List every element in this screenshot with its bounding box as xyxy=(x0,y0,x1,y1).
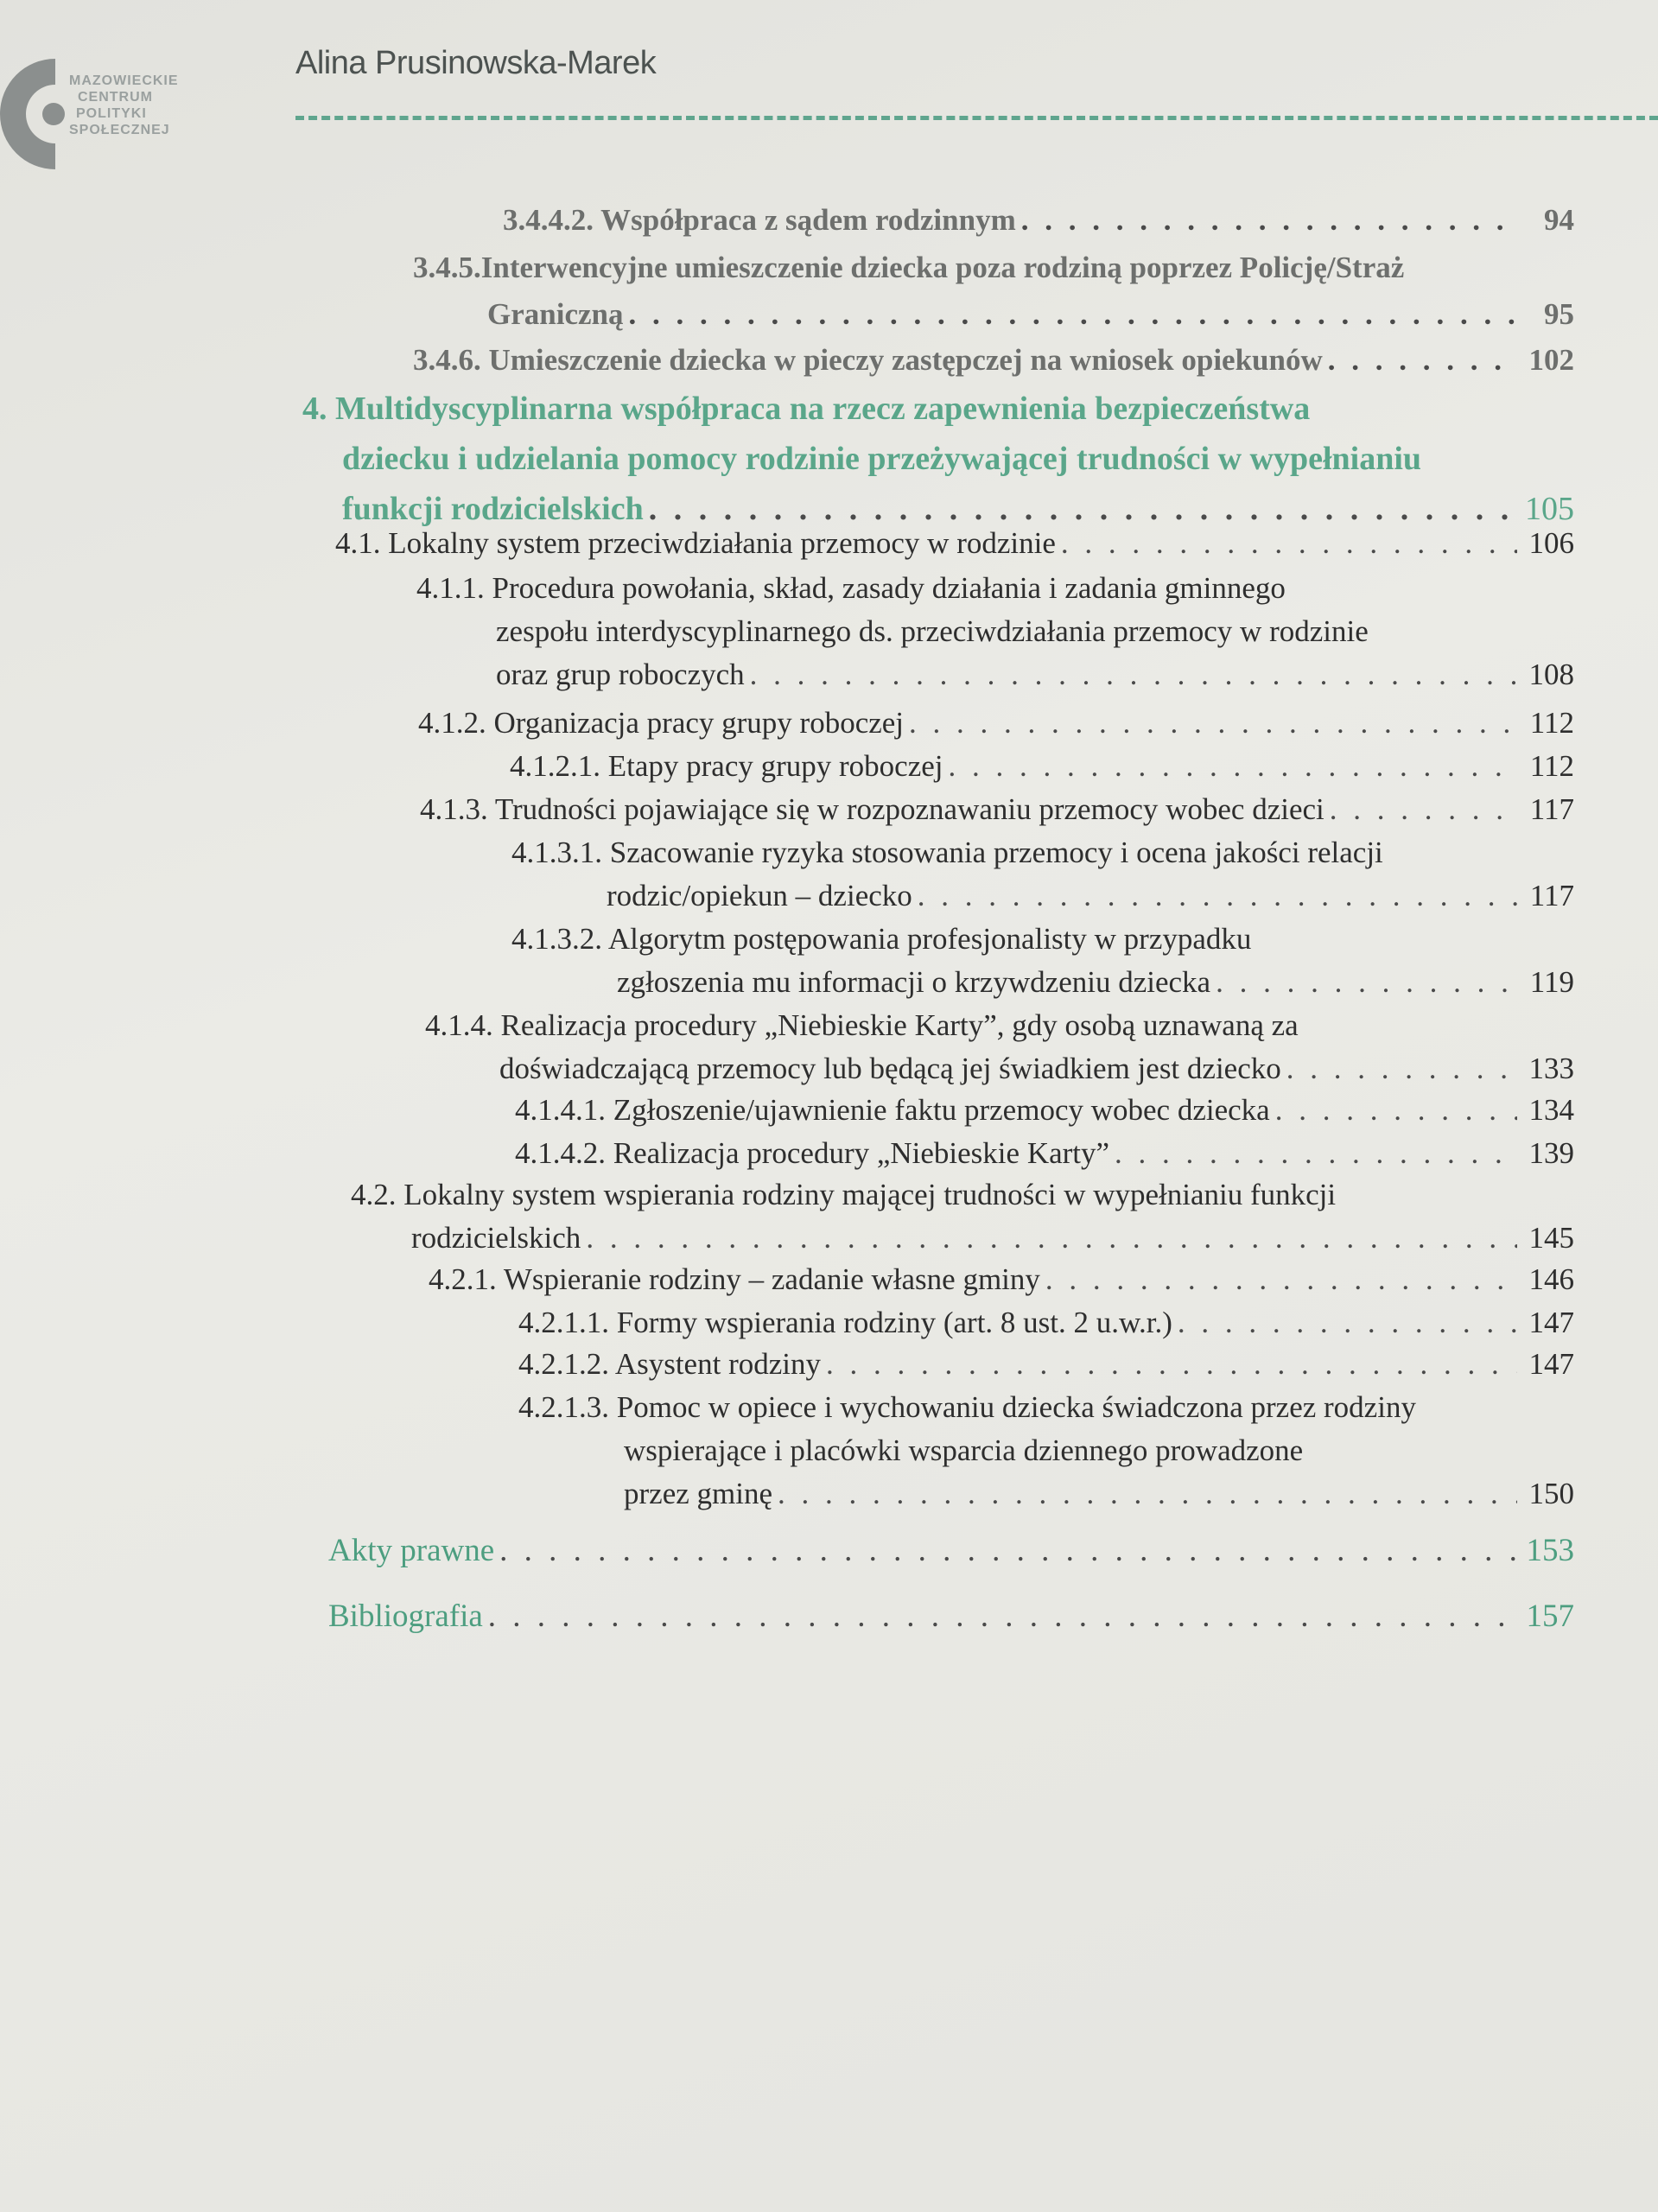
toc-entry-page: 150 xyxy=(1528,1477,1574,1510)
toc-entry-page: 106 xyxy=(1528,526,1574,560)
toc-entry-title-cont: dziecku i udzielania pomocy rodzinie przeżywającej trudności w wypełnianiu xyxy=(342,441,1422,477)
toc-entry-title-cont: zespołu interdyscyplinarnego ds. przeciwdziałania przemocy w rodzinie xyxy=(496,614,1369,648)
toc-entry xyxy=(511,831,1574,918)
leader-dots xyxy=(750,653,1517,696)
leader-dots xyxy=(586,1217,1517,1260)
toc-entry xyxy=(429,1258,1574,1301)
toc-entry-title-cont: Graniczną xyxy=(487,297,624,331)
leader-dots xyxy=(1045,1258,1517,1301)
toc-entry-title-cont: doświadczającą przemocy lub będącą jej świadkiem jest dziecko xyxy=(499,1052,1281,1085)
toc-entry-page: 153 xyxy=(1526,1533,1574,1568)
toc-entry-title-cont: przez gminę xyxy=(624,1477,772,1510)
toc-entry-title: Bibliografia xyxy=(328,1599,483,1634)
leader-dots xyxy=(778,1472,1517,1516)
toc-entry-page: 145 xyxy=(1528,1221,1574,1255)
toc-entry xyxy=(335,522,1574,565)
logo-line: CENTRUM xyxy=(78,90,153,105)
toc-entry xyxy=(515,1089,1574,1132)
toc-entry-title: 4.2. Lokalny system wspierania rodziny mającej trudności w wypełnianiu funkcji xyxy=(351,1178,1337,1211)
leader-dots xyxy=(949,745,1517,788)
toc-entry-title-cont: zgłoszenia mu informacji o krzywdzeniu dziecka xyxy=(617,965,1211,999)
leader-dots xyxy=(628,293,1517,336)
toc-entry-title: 4. Multidyscyplinarna współpraca na rzecz zapewnienia bezpieczeństwa xyxy=(302,391,1311,427)
toc-entry-page: 134 xyxy=(1528,1093,1574,1127)
toc-entry xyxy=(515,1132,1574,1175)
toc-entry xyxy=(413,339,1574,382)
toc-entry-page: 147 xyxy=(1528,1306,1574,1339)
leader-dots xyxy=(918,874,1517,918)
toc-entry-title-cont: rodzic/opiekun – dziecko xyxy=(607,879,912,912)
logo xyxy=(0,54,207,175)
logo-line: SPOŁECZNEJ xyxy=(69,123,170,137)
leader-dots xyxy=(1275,1089,1517,1132)
toc-entry-title: 3.4.5.Interwencyjne umieszczenie dziecka poza rodziną poprzez Policję/Straż xyxy=(413,251,1405,284)
toc-entry-title: 4.1.3. Trudności pojawiające się w rozpoznawaniu przemocy wobec dzieci xyxy=(420,792,1324,826)
toc-entry-page: 108 xyxy=(1528,658,1574,691)
toc-entry-page: 119 xyxy=(1529,965,1574,999)
toc-entry-title: 4.2.1. Wspieranie rodziny – zadanie własne gminy xyxy=(429,1262,1040,1296)
leader-dots xyxy=(1061,522,1517,565)
toc-entry-title: 4.1.4. Realizacja procedury „Niebieskie Karty”, gdy osobą uznawaną za xyxy=(425,1008,1299,1042)
toc-section-legal-acts xyxy=(328,1529,1574,1573)
logo-line: POLITYKI xyxy=(76,106,147,121)
toc-entry xyxy=(511,918,1574,1004)
toc-entry-title: 3.4.6. Umieszczenie dziecka w pieczy zastępczej na wniosek opiekunów xyxy=(413,343,1323,377)
toc-entry-title: 4.1. Lokalny system przeciwdziałania przemocy w rodzinie xyxy=(335,526,1056,560)
toc-entry xyxy=(418,702,1574,745)
toc-entry-title: 4.2.1.1. Formy wspierania rodziny (art. 8 ust. 2 u.w.r.) xyxy=(518,1306,1172,1339)
toc-entry-title-cont: funkcji rodzicielskich xyxy=(342,491,644,527)
leader-dots xyxy=(1021,199,1517,242)
leader-dots xyxy=(1115,1132,1517,1175)
logo-mark-icon xyxy=(0,54,65,175)
leader-dots xyxy=(499,1529,1517,1573)
toc-entry-page: 105 xyxy=(1525,491,1574,527)
toc-entry-title: 4.1.2.1. Etapy pracy grupy roboczej xyxy=(510,749,943,783)
leader-dots xyxy=(1286,1047,1517,1090)
toc-entry xyxy=(351,1173,1574,1260)
toc-entry xyxy=(425,1004,1574,1090)
leader-dots xyxy=(488,1595,1517,1638)
toc-entry xyxy=(518,1343,1574,1386)
toc-entry xyxy=(518,1386,1574,1516)
leader-dots xyxy=(1216,961,1517,1004)
running-header-author: Alina Prusinowska-Marek xyxy=(295,45,657,81)
toc-entry-page: 94 xyxy=(1544,203,1574,237)
toc-entry-title-cont: rodzicielskich xyxy=(411,1221,581,1255)
toc-entry xyxy=(510,745,1574,788)
toc-section-bibliography xyxy=(328,1595,1574,1638)
toc-entry-title: Akty prawne xyxy=(328,1533,495,1568)
toc-entry-title: 4.1.3.2. Algorytm postępowania profesjonalisty w przypadku xyxy=(511,922,1252,956)
logo-text xyxy=(69,73,179,138)
toc-entry xyxy=(518,1301,1574,1344)
toc-entry-page: 112 xyxy=(1529,749,1574,783)
logo-line: MAZOWIECKIE xyxy=(69,73,179,88)
toc-entry-page: 146 xyxy=(1528,1262,1574,1296)
toc-entry-page: 102 xyxy=(1528,343,1574,377)
toc-entry xyxy=(413,246,1574,336)
toc-entry-page: 147 xyxy=(1528,1347,1574,1381)
leader-dots xyxy=(1328,339,1517,382)
toc-entry-title: 4.1.4.1. Zgłoszenie/ujawnienie faktu przemocy wobec dziecka xyxy=(515,1093,1270,1127)
toc-entry-page: 112 xyxy=(1529,706,1574,740)
toc-entry-title: 4.1.1. Procedura powołania, skład, zasady działania i zadania gminnego xyxy=(416,571,1286,605)
toc-entry-page: 157 xyxy=(1526,1599,1574,1634)
leader-dots xyxy=(1330,788,1517,831)
toc-entry-title: 4.2.1.3. Pomoc w opiece i wychowaniu dziecka świadczona przez rodziny xyxy=(518,1390,1416,1424)
toc-entry-title-cont: oraz grup roboczych xyxy=(496,658,745,691)
toc-entry-title: 4.2.1.2. Asystent rodziny xyxy=(518,1347,821,1381)
toc-entry-title: 4.1.4.2. Realizacja procedury „Niebieskie Karty” xyxy=(515,1136,1110,1170)
toc-entry-page: 117 xyxy=(1529,792,1574,826)
leader-dots xyxy=(909,702,1517,745)
toc-entry-title-cont: wspierające i placówki wsparcia dziennego prowadzone xyxy=(624,1433,1304,1467)
toc-entry-page: 95 xyxy=(1544,297,1574,331)
leader-dots xyxy=(1178,1301,1517,1344)
toc-entry xyxy=(503,199,1574,242)
toc-entry-page: 117 xyxy=(1529,879,1574,912)
header-dashed-rule xyxy=(295,116,1658,120)
toc-entry-title: 4.1.3.1. Szacowanie ryzyka stosowania przemocy i ocena jakości relacji xyxy=(511,836,1383,869)
toc-entry-page: 139 xyxy=(1528,1136,1574,1170)
toc-entry-title: 4.1.2. Organizacja pracy grupy roboczej xyxy=(418,706,905,740)
toc-entry xyxy=(420,788,1574,831)
toc-chapter xyxy=(302,384,1574,534)
toc-entry xyxy=(416,567,1574,696)
leader-dots xyxy=(826,1343,1517,1386)
toc-entry-title: 3.4.4.2. Współpraca z sądem rodzinnym xyxy=(503,203,1016,237)
toc-entry-page: 133 xyxy=(1528,1052,1574,1085)
